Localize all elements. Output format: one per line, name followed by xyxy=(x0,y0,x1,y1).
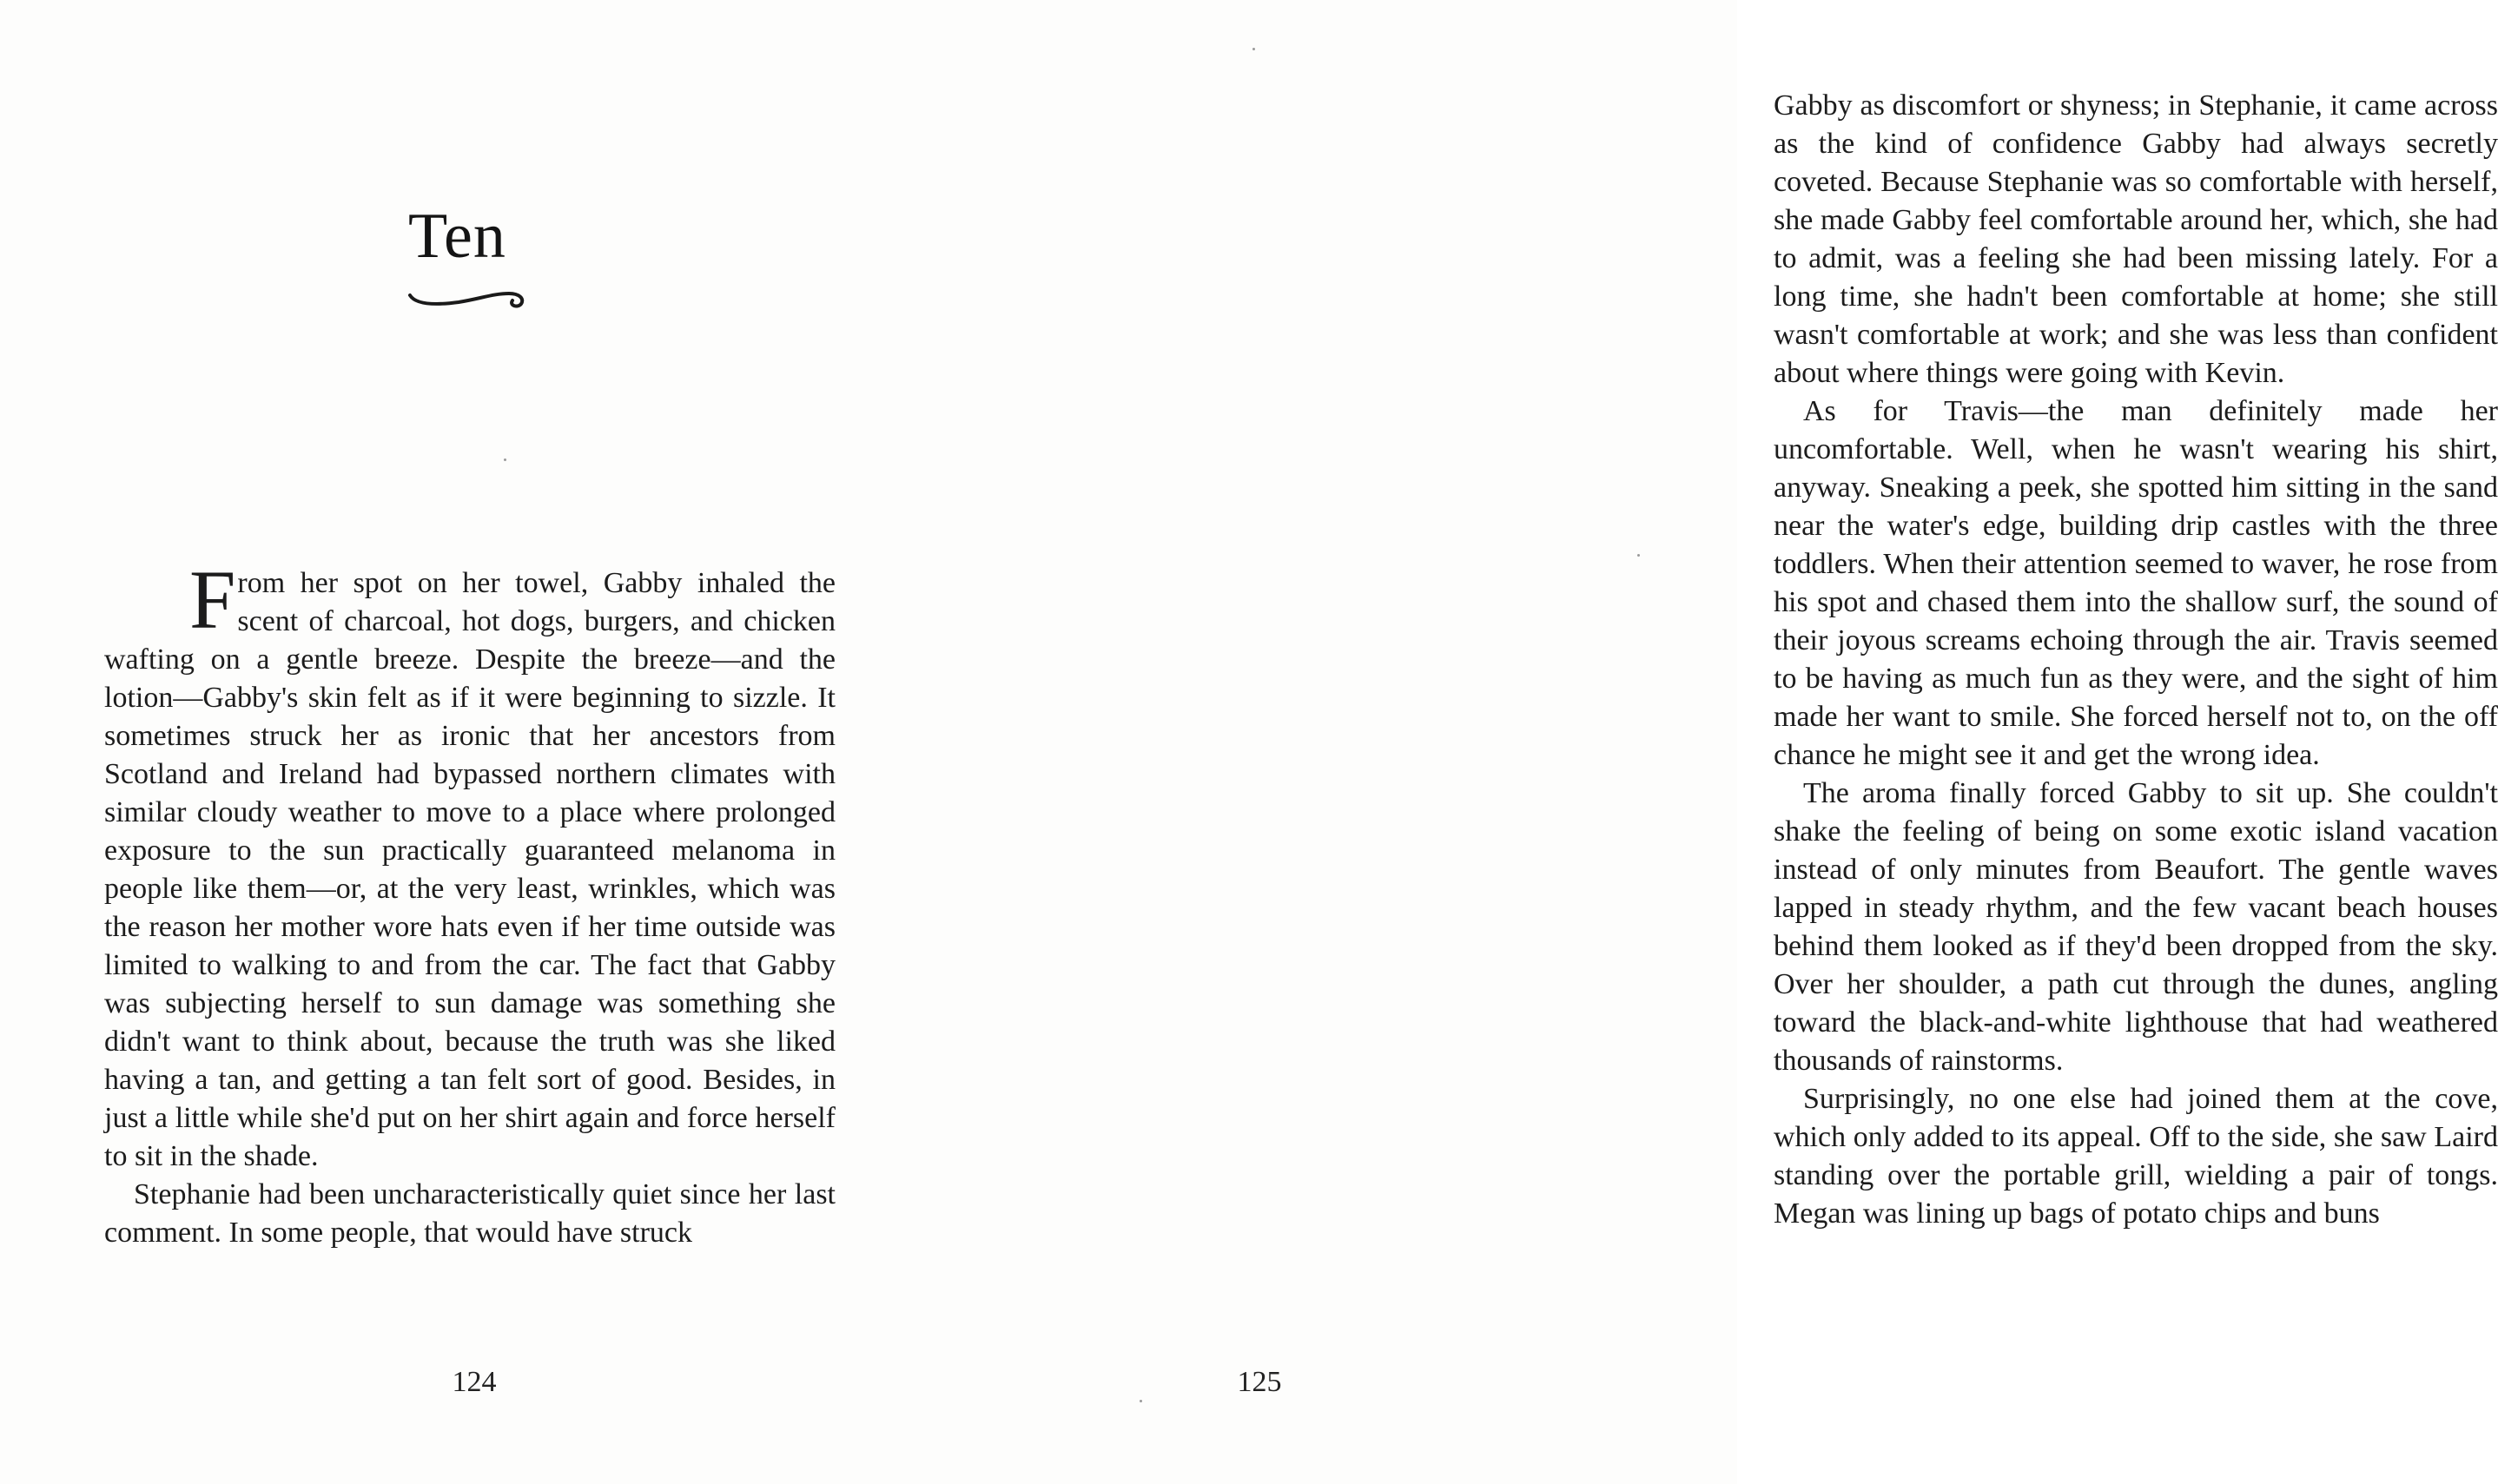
page-number: 124 xyxy=(452,1366,497,1398)
paragraph: Gabby as discomfort or shyness; in Stephanie, it came across as the kind of confidence Gabby had always secretly coveted. Because Stephanie was so comfortable with herself, she made Gabby feel comfortable around her, which, she had to admit, was a feeling she had been missing lately. For a long time, she hadn't been comfortable at home; she still wasn't comfortable at work; and she was less than confident about where things were going with Kevin. xyxy=(1774,89,2498,389)
paper-speck xyxy=(1252,48,1255,50)
chapter-flourish-icon xyxy=(406,287,528,314)
page-number: 125 xyxy=(1237,1366,1282,1398)
chapter-title: Ten xyxy=(408,201,506,272)
paragraph: The aroma finally forced Gabby to sit up. She couldn't shake the feeling of being on some exotic island vacation instead of only minutes from Beaufort. The gentle waves lapped in steady rhythm, and the few vacant beach houses behind them looked as if they'd been dropped from the sky. Over her shoulder, a path cut through the dunes, angling toward the black-and-white lighthouse that had weathered thousands of rainstorms. xyxy=(1774,777,2498,1077)
paragraph: Stephanie had been uncharacteristically quiet since her last comment. In some people, that would have struck xyxy=(104,1178,836,1249)
paragraph: As for Travis—the man definitely made her uncomfortable. Well, when he wasn't wearing his shirt, anyway. Sneaking a peek, she spotted him sitting in the sand near the water's edge, building drip castles with the three toddlers. When their attention seemed to waver, he rose from his spot and chased them into the shallow surf, the sound of their joyous screams echoing through the air. Travis seemed to be having as much fun as they were, and the sight of him made her want to smile. She forced herself not to, on the off chance he might see it and get the wrong idea. xyxy=(1774,395,2498,771)
left-page xyxy=(0,0,869,1484)
paper-speck xyxy=(504,458,506,461)
paper-speck xyxy=(1637,554,1640,557)
opening-paragraph: From her spot on her towel, Gabby inhaled the scent of charcoal, hot dogs, burgers, and chicken wafting on a gentle breeze. Despite the breeze—and the lotion—Gabby's skin felt as if it were beginning to sizzle. It sometimes struck her as ironic that her ancestors from Scotland and Ireland had bypassed northern climates with similar cloudy weather to move to a place where prolonged exposure to the sun practically guaranteed melanoma in people like them—or, at the very least, wrinkles, which was the reason her mother wore hats even if her time outside was limited to walking to and from the car. The fact that Gabby was subjecting herself to sun damage was something she didn't want to think about, because the truth was she liked having a tan, and getting a tan felt sort of good. Besides, in just a little while she'd put on her shirt again and force herself to sit in the shade. xyxy=(104,553,836,1172)
right-page-body xyxy=(1774,87,2498,1233)
right-page xyxy=(869,0,2498,1484)
paper-speck xyxy=(1140,1400,1142,1402)
paragraph: Surprisingly, no one else had joined them at the cove, which only added to its appeal. Off to the side, she saw Laird standing over the portable grill, wielding a pair of tongs. Megan was lining up bags of potato chips and buns xyxy=(1774,1083,2498,1230)
left-page-body xyxy=(104,553,836,1252)
